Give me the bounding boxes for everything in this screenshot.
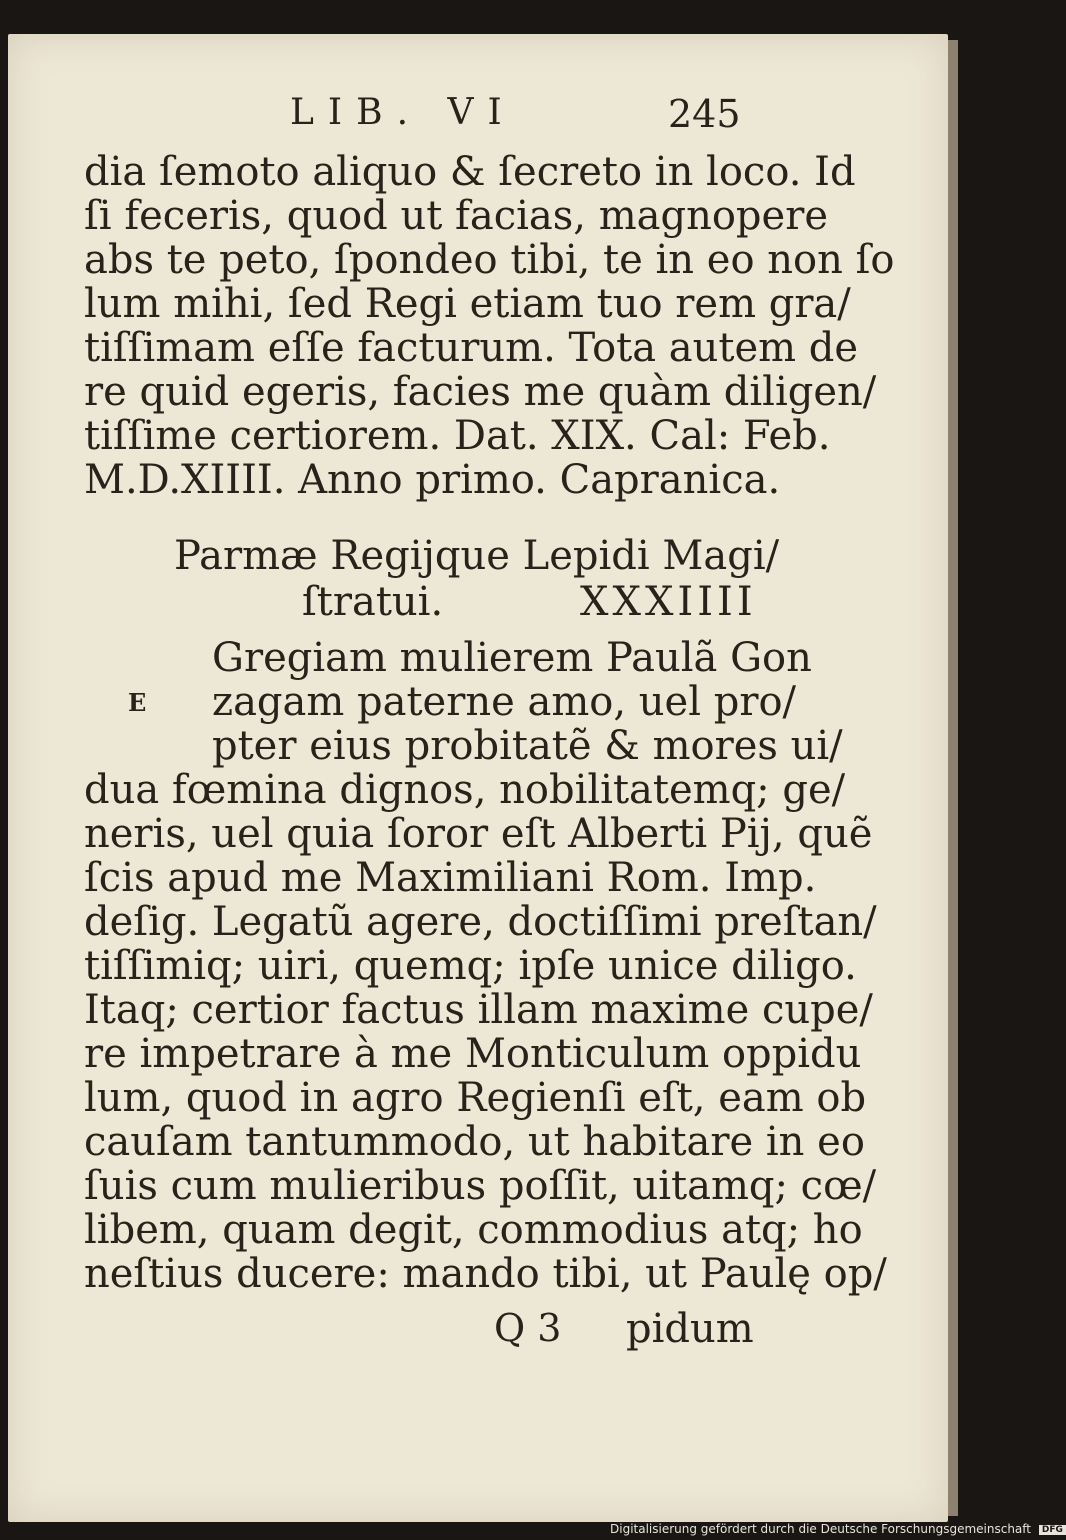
body-line-7: re impetrare à me Monticulum oppidu	[84, 1031, 862, 1077]
folio-number: 245	[668, 92, 741, 136]
text-line-5: tiſſimam eſſe facturum. Tota autem de	[84, 325, 859, 371]
body-line-12: neſtius ducere: mando tibi, ut Paulę op/	[84, 1251, 887, 1297]
catchword: pidum	[626, 1306, 754, 1352]
body-line-4: deſig. Legatũ agere, doctiſſimi preſtan/	[84, 899, 877, 945]
body-line-2: neris, uel quia ſoror eſt Alberti Pij, quẽ	[84, 811, 873, 857]
letter-heading-line-2: ſtratui.	[302, 579, 444, 625]
digitization-credit	[610, 1522, 1066, 1536]
margin-letter: E	[128, 688, 147, 717]
body-line-11: libem, quam degit, commodius atq; ho	[84, 1207, 863, 1253]
text-line-7: tiſſime certiorem. Dat. XIX. Cal: Feb.	[84, 413, 831, 459]
text-line-2: ſi feceris, quod ut facias, magnopere	[84, 193, 829, 239]
body-line-3: ſcis apud me Maximiliani Rom. Imp.	[84, 855, 817, 901]
text-line-8: M.D.XIIII. Anno primo. Capranica.	[84, 457, 781, 503]
letter-heading-line-1: Parmæ Regijque Lepidi Magi/	[174, 533, 780, 579]
body-line-9: cauſam tantummodo, ut habitare in eo	[84, 1119, 865, 1165]
letter-line-1: Gregiam mulierem Paulã Gon	[212, 635, 812, 681]
body-line-1: dua fœmina dignos, nobilitatemq; ge/	[84, 767, 846, 813]
dfg-logo: DFG	[1039, 1525, 1066, 1535]
text-line-4: lum mihi, ſed Regi etiam tuo rem gra/	[84, 281, 851, 327]
body-line-8: lum, quod in agro Regienſi eſt, eam ob	[84, 1075, 867, 1121]
text-line-3: abs te peto, ſpondeo tibi, te in eo non ſo	[84, 237, 895, 283]
body-line-10: ſuis cum mulieribus poſſit, uitamq; cœ/	[84, 1163, 877, 1209]
letter-number: XXXIIII	[580, 579, 757, 625]
page-edge	[948, 40, 958, 1516]
signature-mark: Q 3	[494, 1306, 562, 1350]
letter-line-2: zagam paterne amo, uel pro/	[212, 679, 797, 725]
text-line-6: re quid egeris, facies me quàm diligen/	[84, 369, 877, 415]
footer-text: Digitalisierung gefördert durch die Deutsche Forschungsgemeinschaft	[610, 1522, 1032, 1536]
running-head: LIB. VI	[290, 92, 516, 133]
body-line-5: tiſſimiq; uiri, quemq; ipſe unice diligo.	[84, 943, 857, 989]
letter-line-3: pter eius probitatẽ & mores ui/	[212, 723, 843, 769]
text-line-1: dia ſemoto aliquo & ſecreto in loco. Id	[84, 149, 856, 195]
body-line-6: Itaq; certior factus illam maxime cupe/	[84, 987, 873, 1033]
